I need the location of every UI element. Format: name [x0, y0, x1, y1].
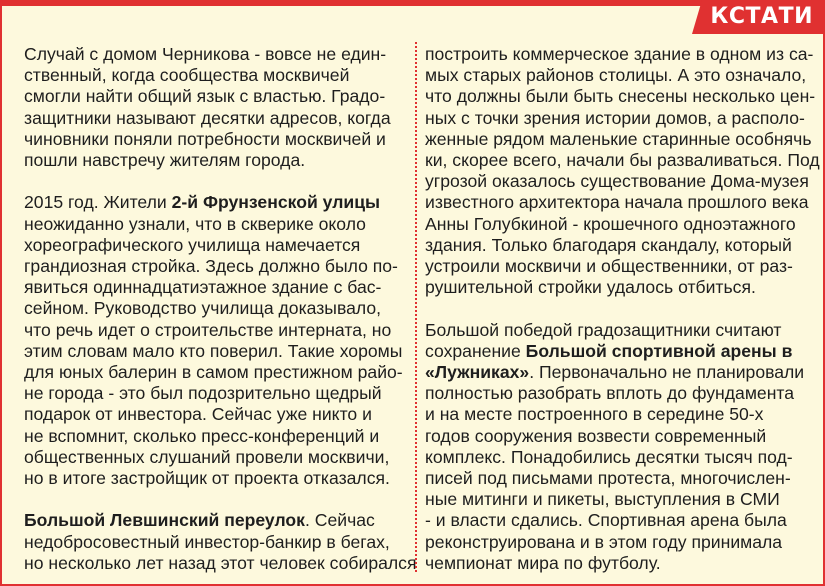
- paragraph-tail: . Сейчас: [304, 510, 375, 531]
- paragraph-luzhniki: [425, 320, 819, 574]
- text-line: [24, 192, 412, 213]
- text-line: ки, скорее всего, начали бы разваливаться. Под: [425, 150, 820, 171]
- text-line: Случай с домом Черникова - вовсе не един-: [24, 44, 387, 64]
- text-line: но в итоге застройщик от проекта отказался.: [24, 468, 390, 489]
- text-line: пошли навстречу жителям города.: [24, 150, 306, 171]
- text-line: не города - это был подозрительно щедрый: [24, 383, 382, 404]
- paragraph-lead: 2015 год. Жители: [24, 192, 172, 213]
- text-line: подарок от инвестора. Сейчас уже никто и: [24, 404, 372, 425]
- text-line: сейном. Руководство училища доказывало,: [24, 298, 382, 319]
- text-line: чиновники поняли потребности москвичей и: [24, 128, 386, 149]
- text-line: комплекс. Понадобились десятки тысяч под-: [425, 446, 793, 467]
- text-line: здания. Только благодаря скандалу, который: [425, 234, 792, 255]
- left-column: [24, 44, 417, 574]
- text-line: годов сооружения возвести современный: [425, 425, 767, 446]
- text-line: [425, 341, 819, 362]
- paragraph-lead: сохранение: [425, 340, 526, 361]
- text-line: построить коммерческое здание в одном из са-: [425, 44, 814, 64]
- text-line: явиться одиннадцатиэтажное здание с бас-: [24, 277, 382, 298]
- right-column: [425, 44, 819, 574]
- text-line: женные рядом маленькие старинные особнячь: [425, 128, 812, 149]
- text-line: известного архитектора начала прошлого века: [425, 192, 809, 213]
- text-line: что речь идет о строительстве интерната, но: [24, 319, 392, 340]
- text-line: грандиозная стройка. Здесь должно было по-: [24, 256, 398, 277]
- header-stripe: [2, 0, 825, 34]
- text-line: угрозой оказалось существование Дома-музея: [425, 171, 809, 192]
- text-line: этим словам мало кто поверил. Такие хоромы: [24, 340, 403, 361]
- paragraph-frunzenskaya: [24, 192, 412, 489]
- text-line: рушительной стройки удалось отбиться.: [425, 277, 756, 298]
- text-line: - и власти сдались. Спортивная арена была: [425, 510, 787, 531]
- street-name: 2-й Фрунзенской улицы: [171, 192, 381, 213]
- text-line: [24, 510, 412, 531]
- street-name: Большой Левшинский переулок: [24, 510, 305, 531]
- text-line: реконструирована и в этом году принимала: [425, 531, 783, 552]
- text-line: ных с точки зрения истории домов, а располо-: [425, 107, 805, 128]
- text-line: неожиданно узнали, что в скверике около: [24, 213, 366, 234]
- text-line: устроили москвичи и общественники, от раз-: [425, 256, 793, 277]
- paragraph-continuation: [425, 44, 819, 298]
- text-line: что должны были быть снесены несколько цен-: [425, 86, 816, 107]
- paragraph-intro: [24, 44, 412, 171]
- text-line: Анны Голубкиной - крошечного одноэтажного: [425, 213, 796, 234]
- arena-name: «Лужниках»: [425, 362, 530, 383]
- text-line: и на месте построенного в середине 50-х: [425, 404, 764, 425]
- text-line: ные митинги и пикеты, выступления в СМИ: [425, 489, 780, 510]
- text-line: хореографического училища намечается: [24, 234, 361, 255]
- text-line: но несколько лет назад этот человек собирался: [24, 552, 417, 573]
- column-divider: [415, 42, 417, 572]
- text-line: недобросовестный инвестор-банкир в бегах,: [24, 531, 390, 552]
- text-line: мых старых районов столицы. А это означало,: [425, 65, 807, 86]
- header-bar: [2, 0, 825, 34]
- text-line: общественных слушаний провели москвичи,: [24, 446, 390, 467]
- paragraph-levshinsky: [24, 510, 417, 574]
- arena-name: Большой спортивной арены в: [525, 340, 793, 361]
- section-badge: КСТАТИ: [710, 4, 813, 29]
- paragraph-tail: . Первоначально не планировали: [529, 362, 805, 383]
- text-line: ственный, когда сообщества москвичей: [24, 65, 350, 86]
- text-line: Большой победой градозащитники считают: [425, 319, 782, 340]
- text-line: защитники называют десятки адресов, когда: [24, 107, 391, 128]
- text-line: [425, 362, 819, 383]
- text-line: полностью разобрать вплоть до фундамента: [425, 383, 795, 404]
- text-line: смогли найти общий язык с властью. Градо-: [24, 86, 386, 107]
- text-line: не вспомнит, сколько пресс-конференций и: [24, 425, 380, 446]
- text-line: писей под письмами протеста, многочислен-: [425, 468, 791, 489]
- text-line: чемпионат мира по футболу.: [425, 552, 661, 573]
- text-line: для юных балерин в самом престижном райо-: [24, 362, 403, 383]
